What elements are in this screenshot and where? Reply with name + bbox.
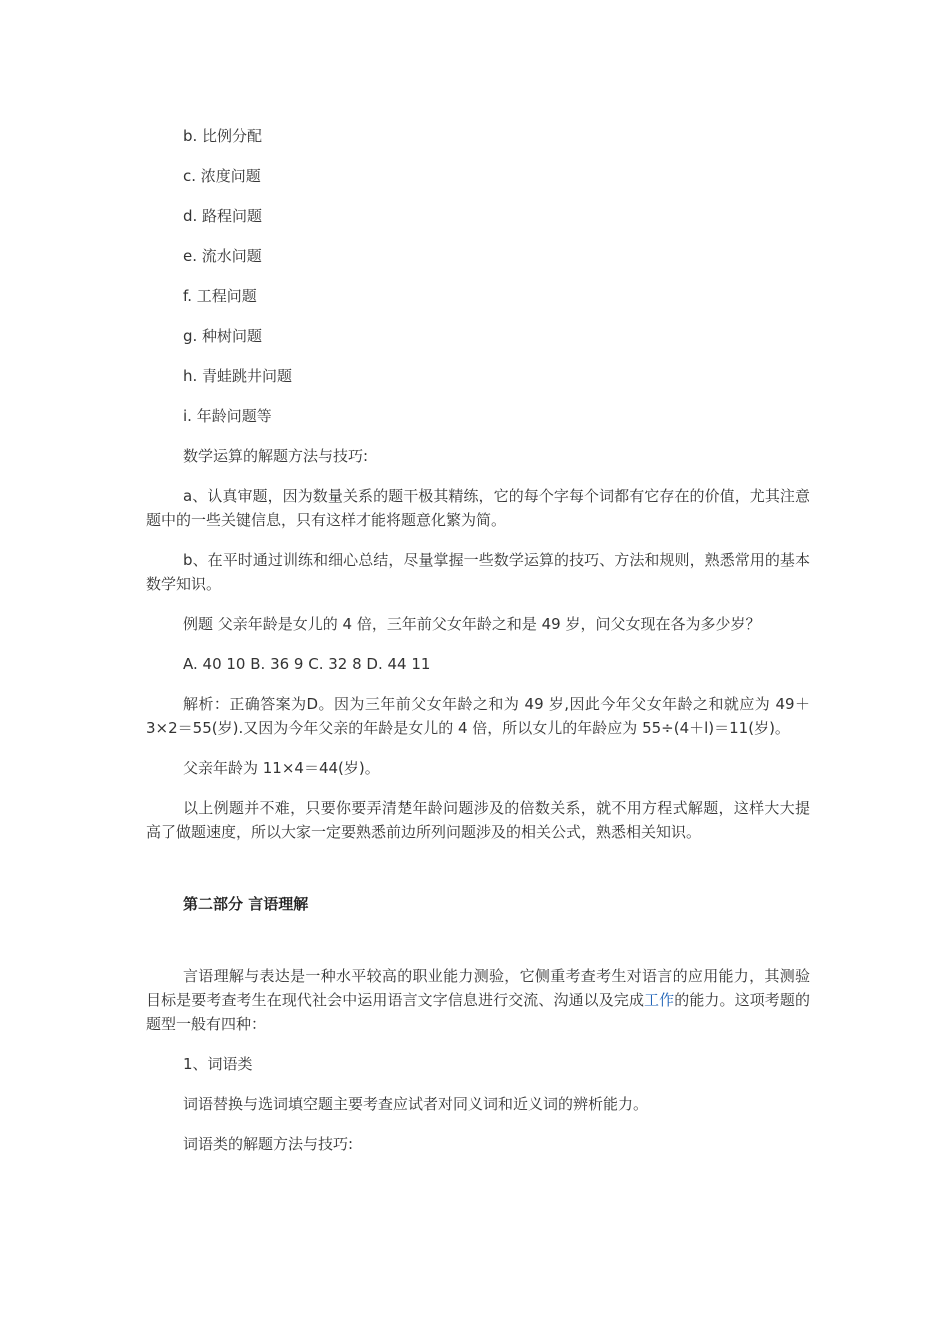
paragraph-careful-reading: a、认真审题，因为数量关系的题干极其精练，它的每个字每个词都有它存在的价值，尤其注意题中的一些关键信息，只有这样才能将题意化繁为简。 (146, 487, 810, 529)
item-vocabulary-desc: 词语替换与选词填空题主要考查应试者对同义词和近义词的辨析能力。 (183, 1095, 649, 1113)
section-intro (146, 964, 810, 1036)
list-item-tree-planting: g. 种树问题 (183, 327, 263, 345)
list-item-concentration: c. 浓度问题 (183, 167, 261, 185)
list-item-frog-well: h. 青蛙跳井问题 (183, 367, 293, 385)
document-content (146, 124, 810, 1172)
list-item-distance: d. 路程问题 (183, 207, 263, 225)
section-intro-text-start: 言语理解与表达是一种水平较高的职业能力测验，它侧重考查考生对语言的应用能力，其测验目标是要考查考生在现代社会中运用语言文字信息进行交流、沟通以及完成 (146, 967, 810, 1009)
list-item-flow: e. 流水问题 (183, 247, 262, 265)
paragraph-practice: b、在平时通过训练和细心总结，尽量掌握一些数学运算的技巧、方法和规则，熟悉常用的基本数学知识。 (146, 551, 810, 593)
math-methods-title: 数学运算的解题方法与技巧: (183, 447, 369, 465)
item-vocabulary-title: 1、词语类 (183, 1055, 253, 1073)
father-age-result: 父亲年龄为 11×4＝44(岁)。 (183, 759, 380, 777)
list-item-engineering: f. 工程问题 (183, 287, 257, 305)
list-item-age: i. 年龄问题等 (183, 407, 272, 425)
example-summary: 以上例题并不难，只要你要弄清楚年龄问题涉及的倍数关系，就不用方程式解题，这样大大提高了做题速度，所以大家一定要熟悉前边所列问题涉及的相关公式，熟悉相关知识。 (146, 799, 810, 841)
work-link[interactable]: 工作 (644, 991, 675, 1009)
list-item-ratio: b. 比例分配 (183, 127, 263, 145)
section-heading: 第二部分 言语理解 (183, 895, 309, 913)
example-options: A. 40 10 B. 36 9 C. 32 8 D. 44 11 (183, 655, 431, 673)
example-question: 例题 父亲年龄是女儿的 4 倍，三年前父女年龄之和是 49 岁，问父女现在各为多少岁？ (183, 615, 761, 633)
section-intro-text-end: 的能力。这项考题的题型一般有四种： (146, 991, 810, 1033)
example-analysis: 解析：正确答案为D。因为三年前父女年龄之和为 49 岁,因此今年父女年龄之和就应为 49＋3×2＝55(岁).又因为今年父亲的年龄是女儿的 4 倍，所以女儿的年龄应为 55÷(4＋l)＝11(岁)。 (146, 695, 810, 737)
item-vocabulary-methods-title: 词语类的解题方法与技巧: (183, 1135, 354, 1153)
